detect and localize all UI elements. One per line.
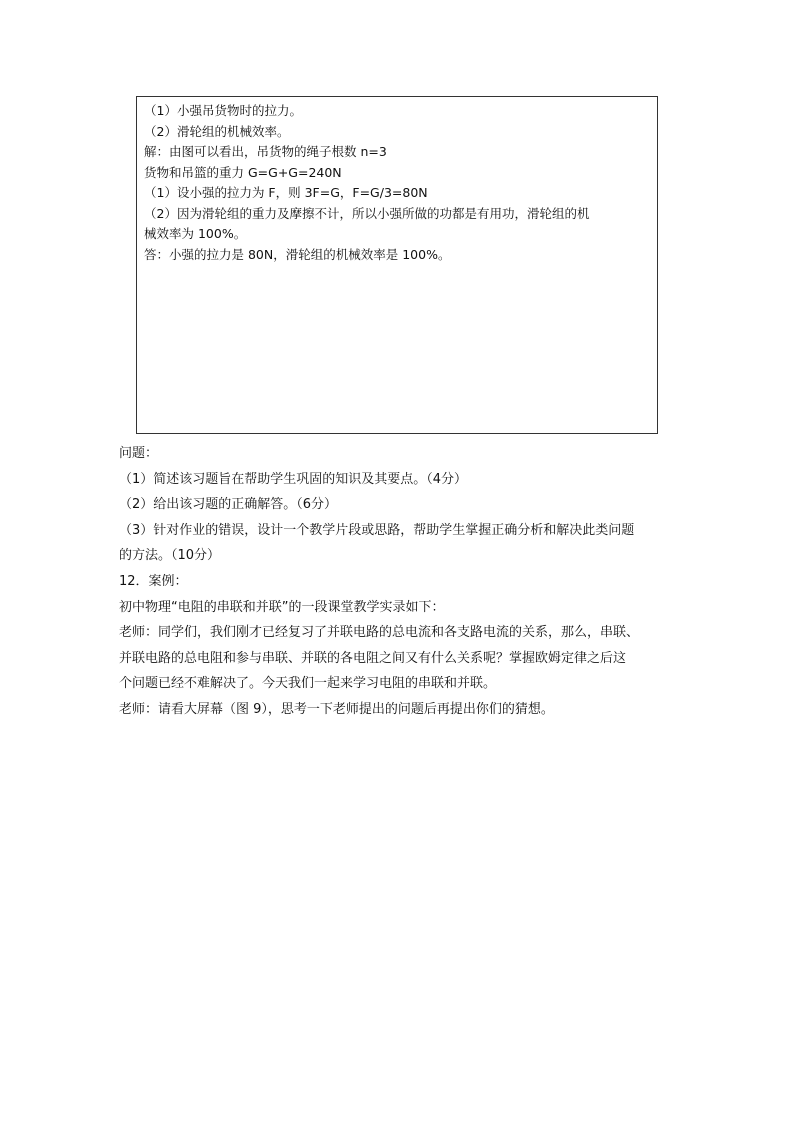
solution-line: （1）设小强的拉力为 F，则 3F=G，F=G/3=80N (144, 185, 428, 200)
teacher-line: 个问题已经不难解决了。今天我们一起来学习电阻的串联和并联。 (119, 676, 497, 692)
solution-line: 货物和吊篮的重力 G=G+G=240N (144, 164, 342, 180)
document-body (119, 441, 679, 723)
questions-heading: 问题： (119, 446, 159, 461)
solution-line: 解：由图可以看出，吊货物的绳子根数 n=3 (144, 144, 387, 159)
question-item: （1）简述该习题旨在帮助学生巩固的知识及其要点。（4分） (119, 471, 468, 487)
question-item: （2）给出该习题的正确解答。（6分） (119, 497, 338, 513)
question-item: （3）针对作业的错误，设计一个教学片段或思路，帮助学生掌握正确分析和解决此类问题 (119, 522, 635, 538)
solution-line: （1）小强吊货物时的拉力。 (144, 103, 302, 118)
solution-line: （2）滑轮组的机械效率。 (144, 123, 290, 139)
teacher-line: 并联电路的总电阻和参与串联、并联的各电阻之间又有什么关系呢？掌握欧姆定律之后这 (119, 650, 627, 666)
teacher-line: 老师：同学们，我们刚才已经复习了并联电路的总电流和各支路电流的关系，那么，串联、 (119, 625, 640, 641)
solution-line: 械效率为 100%。 (144, 226, 247, 241)
question-item: 的方法。（10分） (119, 548, 221, 564)
solution-line: （2）因为滑轮组的重力及摩擦不计，所以小强所做的功都是有用功，滑轮组的机 (144, 205, 590, 221)
solution-line: 答：小强的拉力是 80N，滑轮组的机械效率是 100%。 (144, 246, 451, 262)
solution-box (136, 96, 658, 434)
case-heading: 12．案例： (119, 573, 188, 589)
case-intro: 初中物理“电阻的串联和并联”的一段课堂教学实录如下： (119, 599, 445, 615)
teacher-line: 老师：请看大屏幕（图 9），思考一下老师提出的问题后再提出你们的猜想。 (119, 701, 554, 717)
